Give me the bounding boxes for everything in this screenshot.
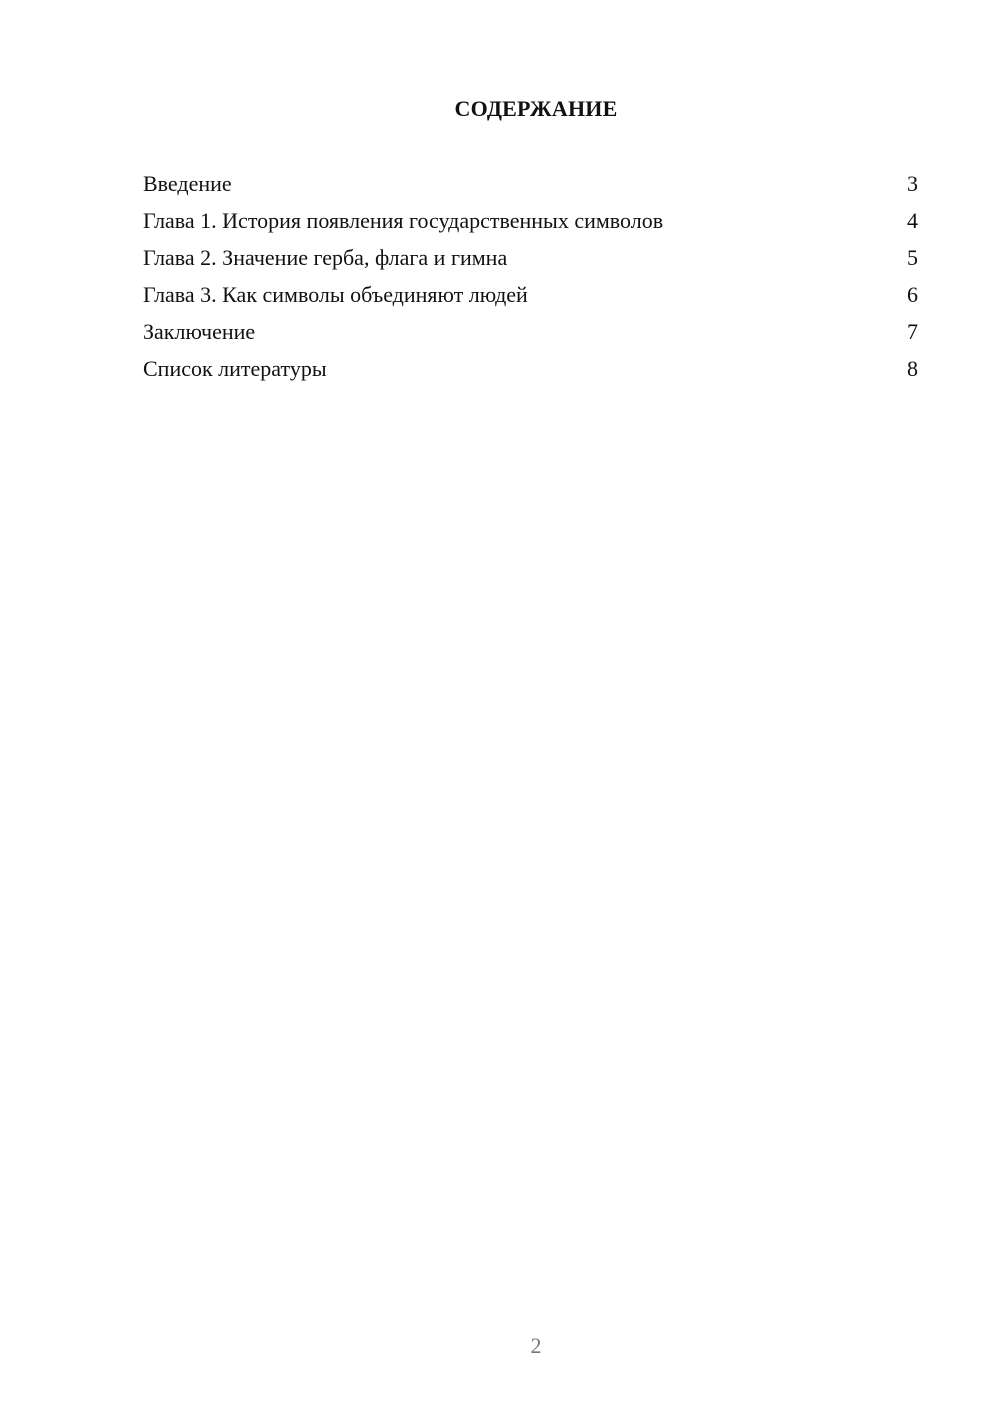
toc-entry-title: Введение	[143, 171, 232, 196]
toc-entry	[143, 207, 918, 244]
toc-entry	[143, 355, 918, 392]
toc-entry-title: Глава 2. Значение герба, флага и гимна	[143, 245, 508, 270]
toc-entry-page: 4	[907, 208, 918, 233]
toc-entry-page: 5	[907, 245, 918, 270]
toc-entry-title: Список литературы	[143, 356, 327, 381]
toc-entry	[143, 170, 918, 207]
toc-entry-title: Глава 3. Как символы объединяют людей	[143, 282, 528, 307]
toc-entry-page: 3	[907, 171, 918, 196]
table-of-contents	[143, 170, 918, 392]
page-title: СОДЕРЖАНИЕ	[454, 96, 618, 121]
page-number: 2	[530, 1333, 542, 1358]
toc-entry	[143, 244, 918, 281]
toc-entry-title: Глава 1. История появления государственных символов	[143, 208, 664, 233]
toc-entry	[143, 281, 918, 318]
toc-entry	[143, 318, 918, 355]
toc-entry-title: Заключение	[143, 319, 256, 344]
toc-entry-page: 7	[907, 319, 918, 344]
toc-entry-page: 8	[907, 356, 918, 381]
toc-entry-page: 6	[907, 282, 918, 307]
